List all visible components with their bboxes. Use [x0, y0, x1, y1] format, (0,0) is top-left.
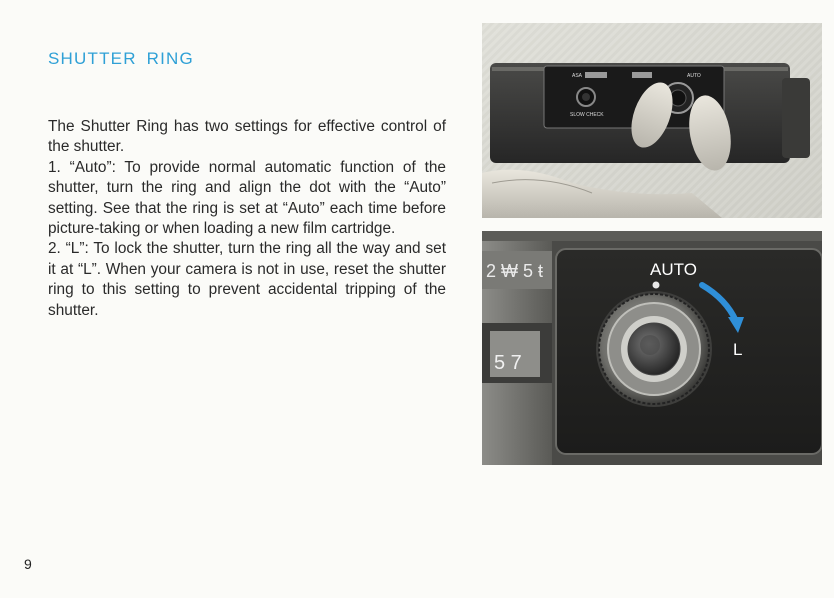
paragraph-intro: The Shutter Ring has two settings for effective control of the shutter.	[48, 118, 446, 156]
auto-setting-label: AUTO	[650, 260, 697, 279]
svg-text:2 ₩ 5 ŧ: 2 ₩ 5 ŧ	[486, 261, 544, 281]
slow-check-label: SLOW CHECK	[570, 112, 604, 118]
shutter-ring	[596, 291, 712, 407]
auto-label-small: AUTO	[687, 73, 701, 79]
section-heading: SHUTTER RING	[48, 49, 194, 68]
svg-text:5 7: 5 7	[494, 352, 522, 374]
shutter-ring-closeup-photo	[482, 231, 822, 465]
camera-hand-photo	[482, 23, 822, 218]
paragraph-lock: 2. “L”: To lock the shutter, turn the ring all the way and set it at “L”. When your camera is not in use, reset the shutter ring to this setting to prevent accidental tripping of the shutter.	[48, 240, 446, 319]
lock-setting-label: L	[733, 340, 743, 359]
asa-label: ASA	[572, 73, 583, 79]
page-number: 9	[24, 556, 32, 572]
body-text	[48, 117, 446, 321]
paragraph-auto: 1. “Auto”: To provide normal automatic function of the shutter, turn the ring and align the dot with the “Auto” setting. See that the ring is set at “Auto” each time before picture-taking or when loading a new film cartridge.	[48, 158, 446, 238]
